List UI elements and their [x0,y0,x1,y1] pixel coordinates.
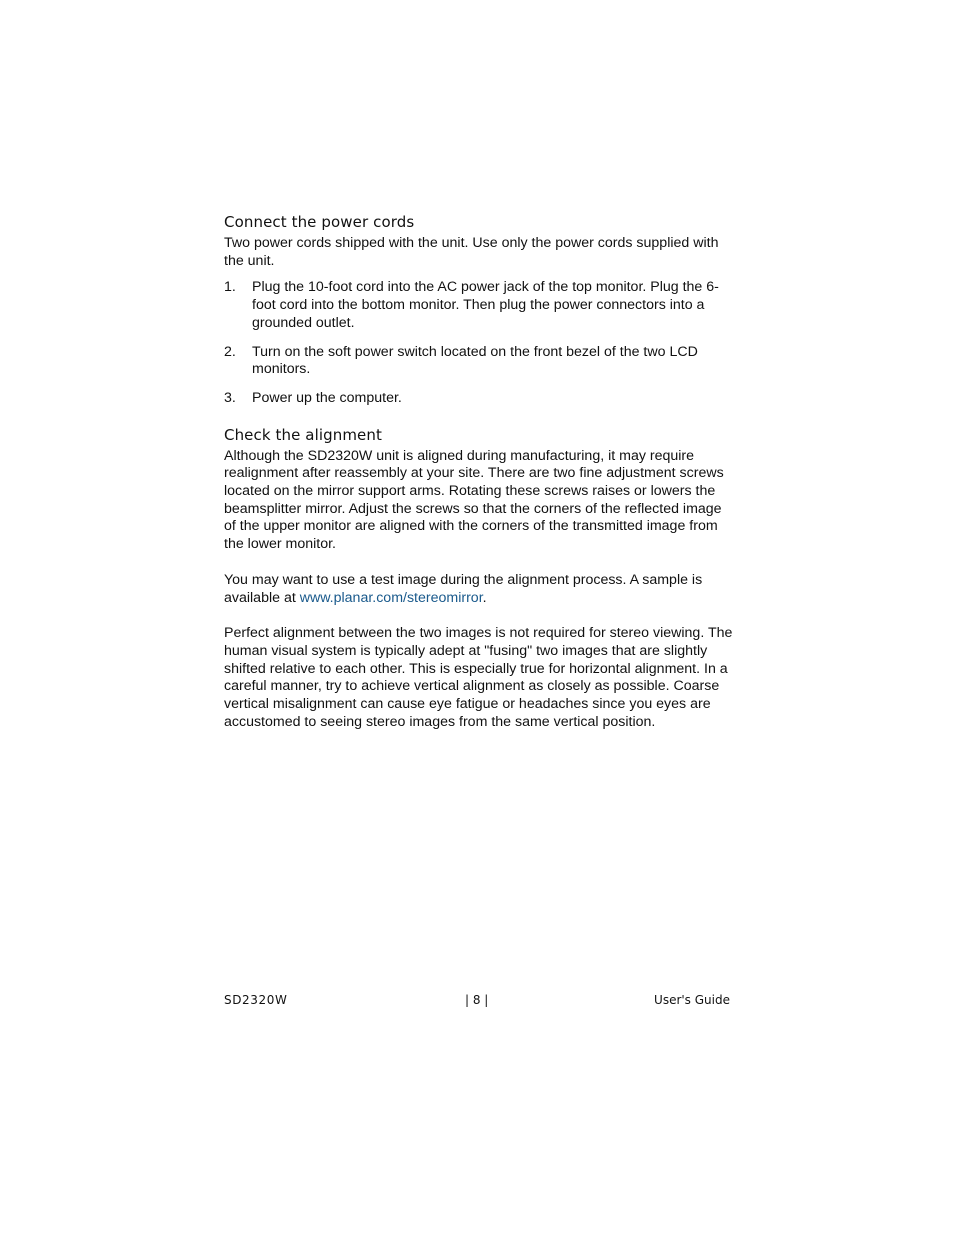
power-cords-steps [224,279,734,407]
alignment-paragraph-1: Although the SD2320W unit is aligned during manufacturing, it may require realignment after reassembly at your site. There are two fine adjustment screws located on the mirror support arms. Rotating these screws raises or lowers the beamsplitter mirror. Adjust the screws so that the corners of the reflected image of the upper monitor are aligned with the corners of the transmitted image from the lower monitor. [224,447,724,553]
stereomirror-link[interactable]: www.planar.com/stereomirror [299,589,483,606]
section-heading-alignment: Check the alignment [224,425,382,444]
list-item [224,344,734,379]
alignment-paragraph-2 [224,572,734,607]
list-item [224,390,734,408]
paragraph-text: You may want to use a test image during the alignment process. A sample is available at [224,571,703,606]
alignment-section [224,425,734,732]
step-text: Plug the 10-foot cord into the AC power jack of the top monitor. Plug the 6-foot cord into the bottom monitor. Then plug the power connectors into a grounded outlet. [252,279,719,331]
step-text: Turn on the soft power switch located on the front bezel of the two LCD monitors. [252,343,698,378]
alignment-paragraph-3: Perfect alignment between the two images is not required for stereo viewing. The human visual system is typically adept at "fusing" two images that are slightly shifted relative to each other. This is especially true for horizontal alignment. In a careful manner, try to achieve vertical alignment as closely as possible. Coarse vertical misalignment can cause eye fatigue or headaches since you eyes are accustomed to seeing stereo images from the same vertical position. [224,625,733,730]
footer-page-number: | 8 | [465,993,489,1007]
power-cords-intro: Two power cords shipped with the unit. Use only the power cords supplied with the unit. [224,235,719,269]
step-number: 2. [224,343,236,360]
step-text: Power up the computer. [252,389,402,406]
footer-model: SD2320W [224,993,288,1007]
footer-guide-title: User's Guide [654,993,730,1007]
section-heading-power-cords: Connect the power cords [224,213,415,231]
step-number: 1. [224,279,236,296]
page-footer [224,993,730,1011]
step-number: 3. [224,389,236,406]
paragraph-text: . [482,589,487,606]
page-content [224,212,734,749]
list-item [224,279,734,332]
